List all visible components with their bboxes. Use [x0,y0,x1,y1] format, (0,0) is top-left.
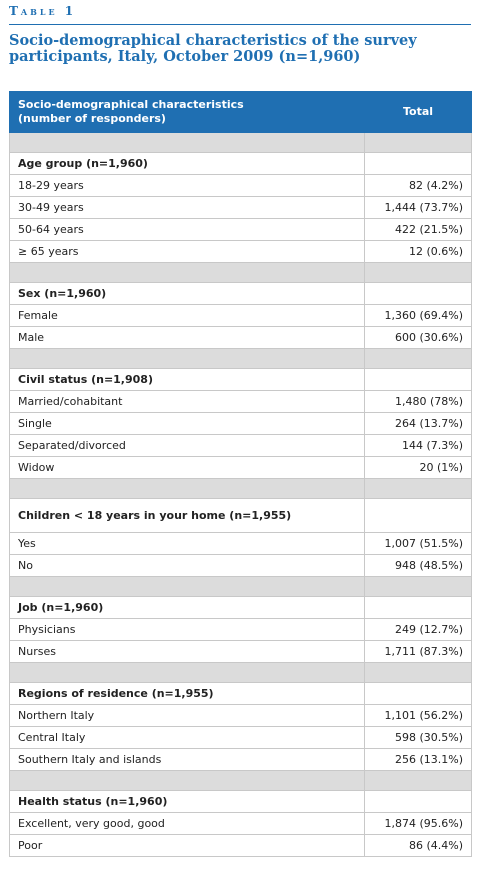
spacer-row [10,133,472,153]
group-total-empty [365,153,472,175]
group-header-row [10,283,472,305]
spacer-row [10,349,472,369]
row-value: 86 (4.4%) [365,835,472,857]
spacer-cell [365,349,472,369]
row-value: 1,711 (87.3%) [365,641,472,663]
spacer-cell [10,577,365,597]
header-col1-line2: (number of responders) [18,112,166,125]
row-label: Female [10,305,365,327]
spacer-cell [365,577,472,597]
row-label: Single [10,413,365,435]
row-value: 948 (48.5%) [365,555,472,577]
row-label: Northern Italy [10,705,365,727]
table-row [10,835,472,857]
header-total: Total [365,92,472,133]
row-label: Yes [10,533,365,555]
group-title: Sex (n=1,960) [10,283,365,305]
row-label: 50-64 years [10,219,365,241]
table-row [10,435,472,457]
group-title: Job (n=1,960) [10,597,365,619]
demographics-table [9,91,472,857]
table-row [10,327,472,349]
row-value: 1,480 (78%) [365,391,472,413]
group-total-empty [365,597,472,619]
row-label: Nurses [10,641,365,663]
group-header-row [10,791,472,813]
row-value: 422 (21.5%) [365,219,472,241]
row-value: 12 (0.6%) [365,241,472,263]
spacer-cell [10,263,365,283]
row-label: Poor [10,835,365,857]
row-label: No [10,555,365,577]
spacer-row [10,771,472,791]
table-row [10,619,472,641]
table-row [10,197,472,219]
table-label: Table 1 [9,4,77,18]
table-row [10,219,472,241]
group-title: Regions of residence (n=1,955) [10,683,365,705]
group-title: Civil status (n=1,908) [10,369,365,391]
group-header-row [10,153,472,175]
row-label: ≥ 65 years [10,241,365,263]
group-title: Health status (n=1,960) [10,791,365,813]
group-total-empty [365,369,472,391]
table-row [10,533,472,555]
table-row [10,727,472,749]
table-row [10,813,472,835]
row-label: Central Italy [10,727,365,749]
spacer-row [10,577,472,597]
row-label: Married/cohabitant [10,391,365,413]
row-label: Southern Italy and islands [10,749,365,771]
title-rule [9,24,471,25]
table-row [10,175,472,197]
row-value: 1,101 (56.2%) [365,705,472,727]
row-value: 144 (7.3%) [365,435,472,457]
group-total-empty [365,283,472,305]
row-label: Excellent, very good, good [10,813,365,835]
group-title: Children < 18 years in your home (n=1,955) [10,499,365,533]
row-value: 256 (13.1%) [365,749,472,771]
row-value: 249 (12.7%) [365,619,472,641]
row-label: Separated/divorced [10,435,365,457]
group-title: Age group (n=1,960) [10,153,365,175]
table-row [10,749,472,771]
spacer-cell [10,771,365,791]
row-label: 18-29 years [10,175,365,197]
spacer-cell [10,663,365,683]
header-characteristics [10,92,365,133]
row-value: 1,007 (51.5%) [365,533,472,555]
group-total-empty [365,791,472,813]
row-value: 600 (30.6%) [365,327,472,349]
group-header-row [10,683,472,705]
row-label: Widow [10,457,365,479]
spacer-cell [10,133,365,153]
spacer-cell [10,349,365,369]
row-label: Physicians [10,619,365,641]
group-header-row [10,597,472,619]
row-value: 82 (4.2%) [365,175,472,197]
spacer-row [10,663,472,683]
group-total-empty [365,499,472,533]
row-label: 30-49 years [10,197,365,219]
table-caption: Socio-demographical characteristics of the survey participants, Italy, October 2009 (n=1,960) [9,32,417,65]
spacer-cell [365,771,472,791]
row-label: Male [10,327,365,349]
table-row [10,555,472,577]
row-value: 1,874 (95.6%) [365,813,472,835]
header-col1-line1: Socio-demographical characteristics [18,98,244,111]
header-row [10,92,472,133]
row-value: 1,360 (69.4%) [365,305,472,327]
table-row [10,457,472,479]
group-header-row [10,499,472,533]
table-body [10,133,472,857]
spacer-cell [10,479,365,499]
table-row [10,641,472,663]
table-row [10,241,472,263]
table-row [10,391,472,413]
table-row [10,705,472,727]
table-row [10,305,472,327]
row-value: 20 (1%) [365,457,472,479]
spacer-cell [365,663,472,683]
spacer-cell [365,479,472,499]
row-value: 1,444 (73.7%) [365,197,472,219]
spacer-row [10,263,472,283]
group-header-row [10,369,472,391]
row-value: 264 (13.7%) [365,413,472,435]
spacer-row [10,479,472,499]
group-total-empty [365,683,472,705]
spacer-cell [365,133,472,153]
table-row [10,413,472,435]
row-value: 598 (30.5%) [365,727,472,749]
spacer-cell [365,263,472,283]
